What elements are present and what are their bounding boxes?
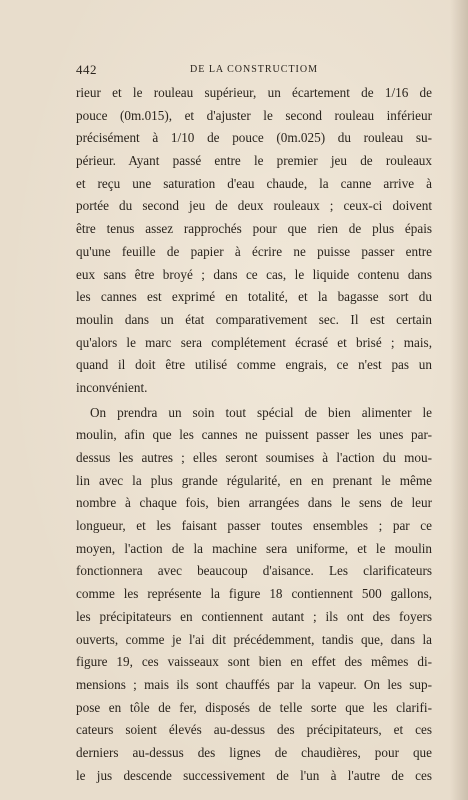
text-line: On prendra un soin tout spécial de bien alimenter le <box>90 404 432 420</box>
text-line: moyen, l'action de la machine sera uniforme, et le moulin <box>76 540 432 556</box>
body-text <box>76 82 432 787</box>
page-number: 442 <box>76 62 97 77</box>
text-line: mensions ; mais ils sont chauffés par la vapeur. On les sup- <box>76 676 432 692</box>
text-line: moulin dans un état comparativement sec. Il est certain <box>76 311 432 327</box>
text-line: pouce (0m.015), et d'ajuster le second rouleau inférieur <box>76 107 432 123</box>
text-line: lin avec la plus grande régularité, en en prenant le même <box>76 472 432 488</box>
text-line: dessus les autres ; elles seront soumises à l'action du mou- <box>76 450 432 465</box>
page-edge-shadow <box>450 0 468 800</box>
text-line: comme les représente la figure 18 contiennent 500 gallons, <box>76 586 432 602</box>
text-line: moulin, afin que les cannes ne puissent passer les unes par- <box>76 427 432 443</box>
page-header <box>76 62 432 78</box>
text-line: les précipitateurs en contiennent autant ; ils ont des foyers <box>76 608 432 624</box>
text-line: eux sans être broyé ; dans ce cas, le liquide contenu dans <box>76 266 432 282</box>
text-line: cateurs soient élevés au-dessus des précipitateurs, et ces <box>76 722 432 738</box>
text-line: ouverts, comme je l'ai dit précédemment, tandis que, dans la <box>76 631 432 647</box>
text-line: nombre à chaque fois, bien arrangées dans le sens de leur <box>76 495 432 511</box>
text-line: portée du second jeu de deux rouleaux ; ceux-ci doivent <box>76 198 432 214</box>
text-line: fonctionnera avec beaucoup d'aisance. Les clarificateurs <box>76 563 432 579</box>
text-line: figure 19, ces vaisseaux sont bien en effet des mêmes di- <box>76 654 432 670</box>
text-line: qu'une feuille de papier à écrire ne puisse passer entre <box>76 243 432 259</box>
text-line: qu'alors le marc sera complétement écrasé et brisé ; mais, <box>76 334 432 350</box>
text-line: pose en tôle de fer, disposés de telle sorte que les clarifi- <box>76 699 432 715</box>
text-line: derniers au-dessus des lignes de chaudières, pour que <box>76 744 432 760</box>
running-head: DE LA CONSTRUCTIOM <box>189 64 318 75</box>
text-line: être tenus assez rapprochés pour que rien de plus épais <box>76 221 432 237</box>
text-line: et reçu une saturation d'eau chaude, la canne arrive à <box>76 175 432 191</box>
text-line: précisément à 1/10 de pouce (0m.025) du rouleau su- <box>76 130 432 146</box>
text-line: rieur et le rouleau supérieur, un écartement de 1/16 de <box>76 85 432 100</box>
text-line: le jus descende successivement de l'un à l'autre de ces <box>76 767 432 783</box>
text-line: quand il doit être utilisé comme engrais, ce n'est pas un <box>76 357 432 373</box>
text-line: les cannes est exprimé en totalité, et la bagasse sort du <box>76 289 432 305</box>
text-line: inconvénient. <box>76 379 148 395</box>
text-line: périeur. Ayant passé entre le premier jeu de rouleaux <box>76 153 432 169</box>
text-line: longueur, et les faisant passer toutes ensembles ; par ce <box>76 518 432 534</box>
